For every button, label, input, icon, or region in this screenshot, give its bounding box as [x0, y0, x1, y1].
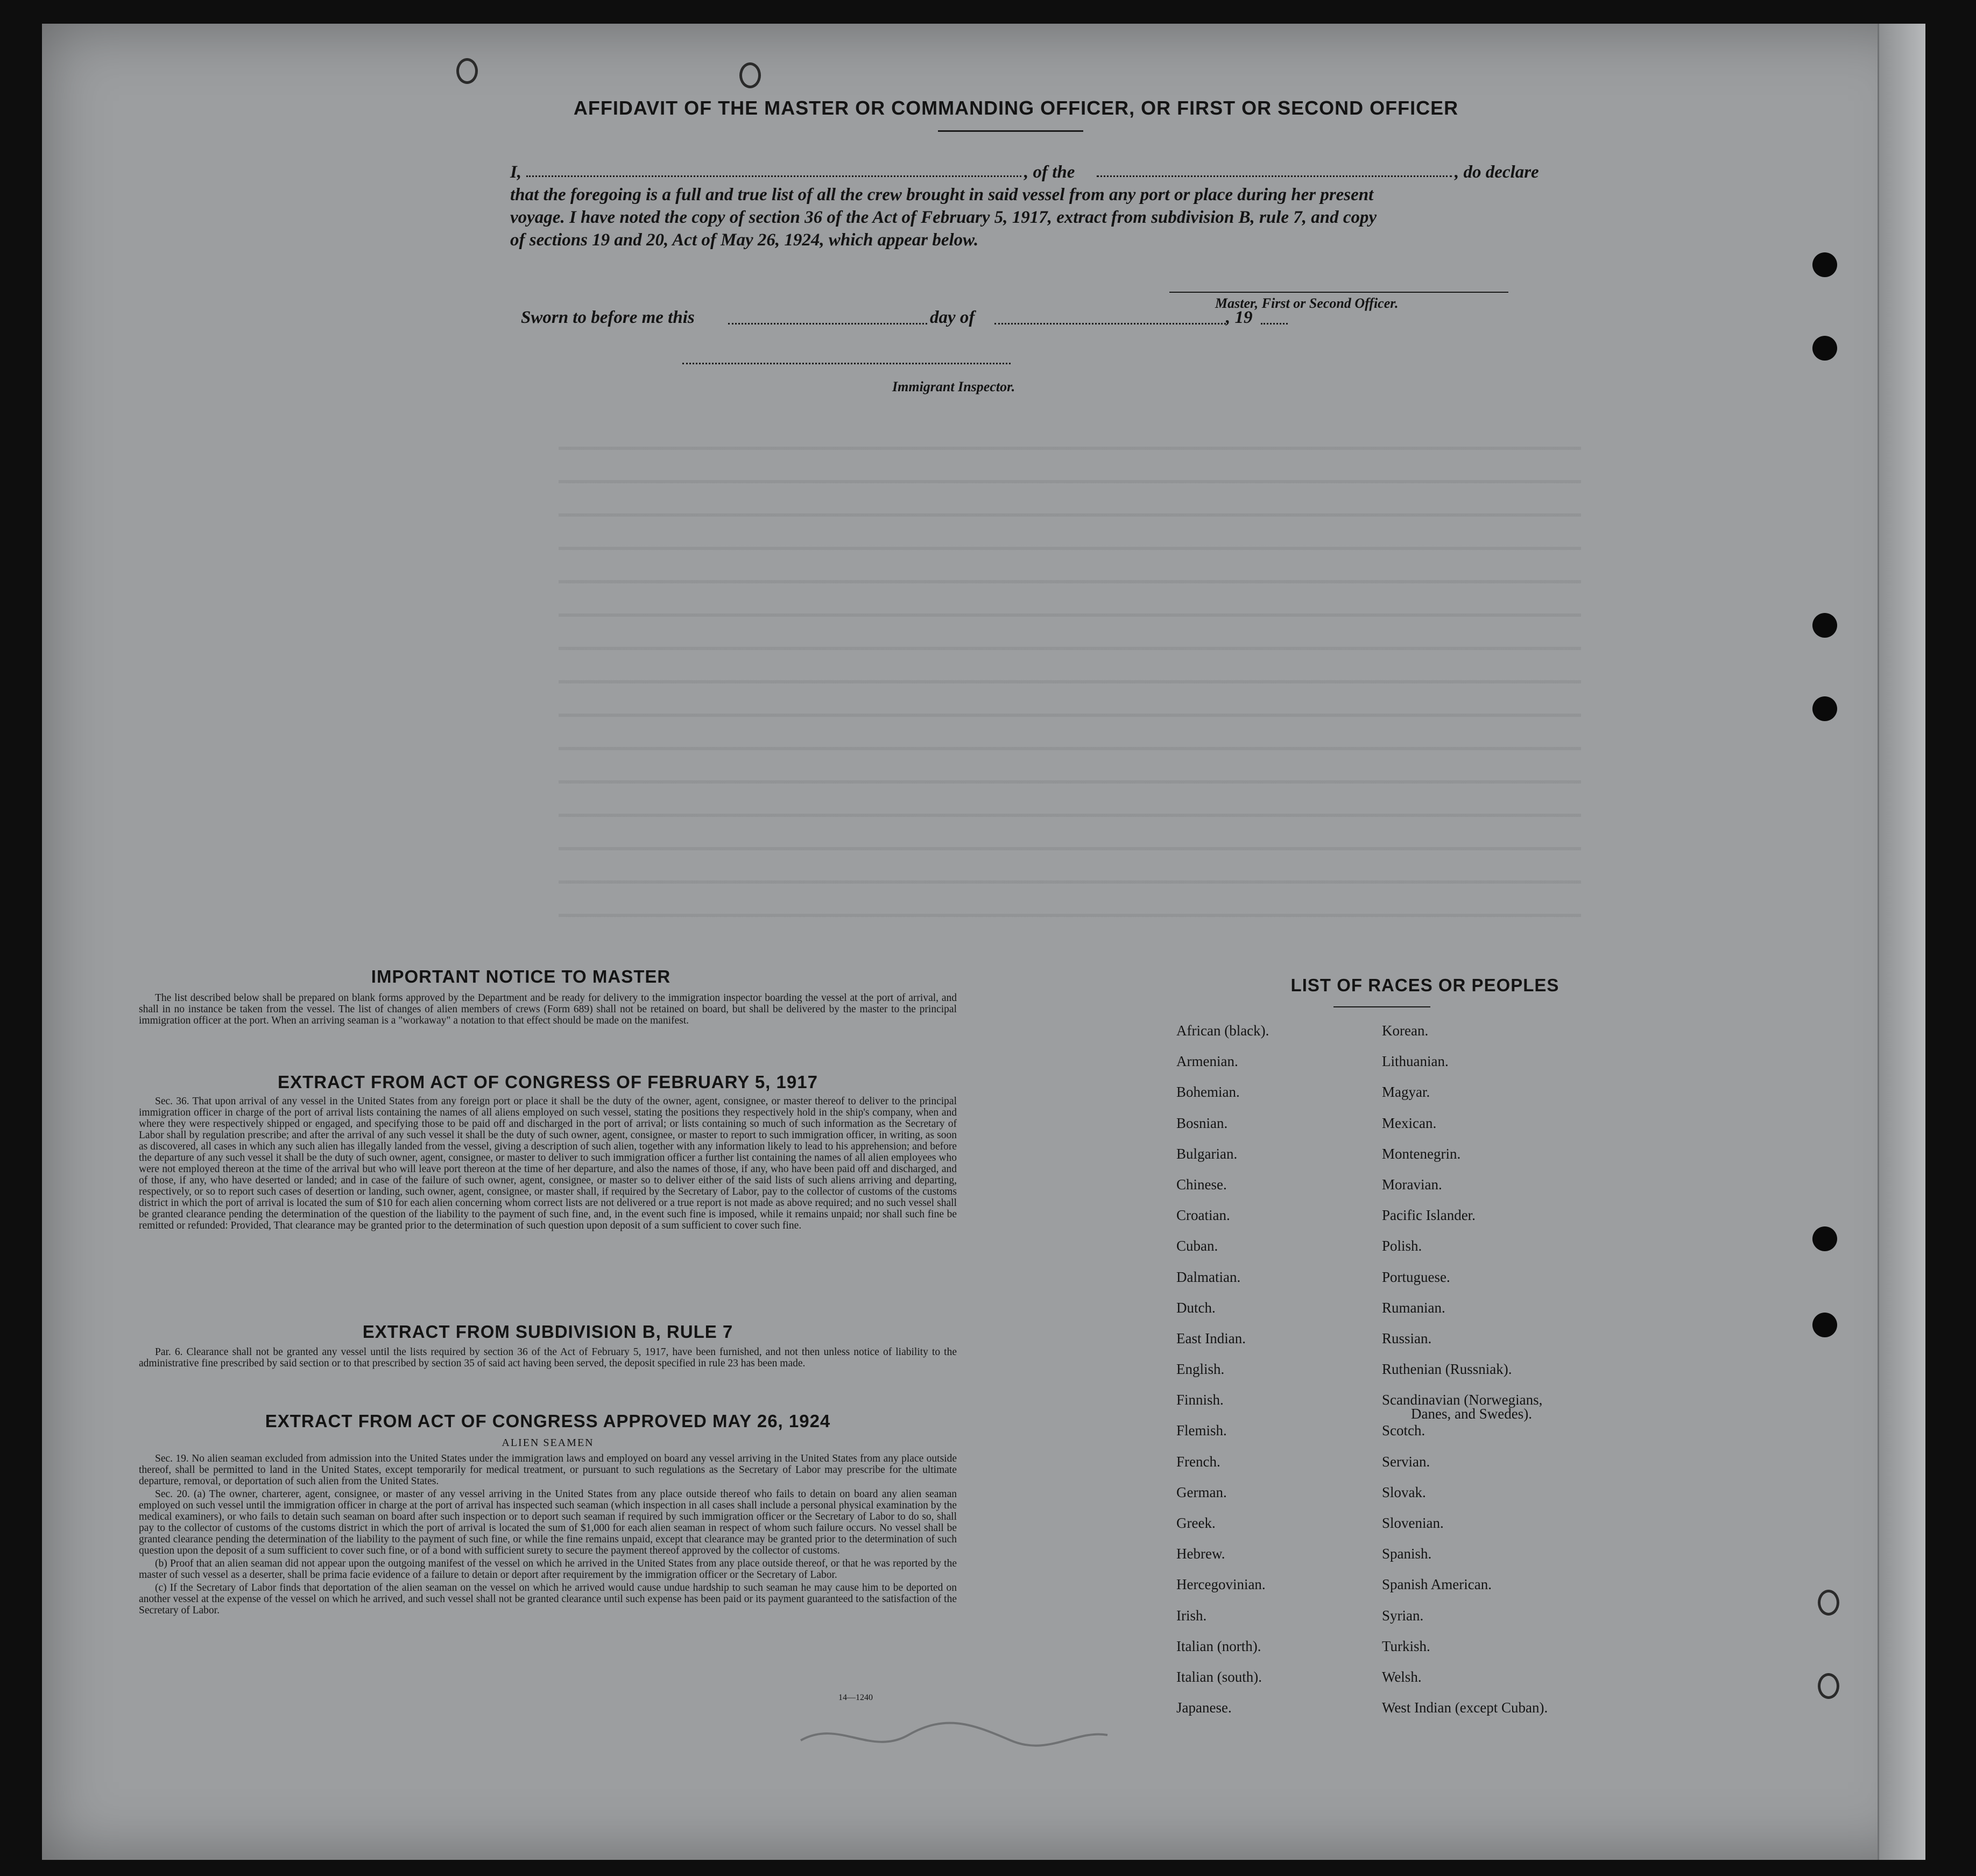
race-item: Bohemian.: [1176, 1084, 1240, 1101]
master-label: Master, First or Second Officer.: [1215, 295, 1399, 311]
sworn-year-blank: [1261, 323, 1288, 325]
sec-20b-text: (b) Proof that an alien seaman did not appear upon the outgoing manifest of the vessel on which he arrived in the United States from any place outside thereof, or that he was reported by the master of such vessel as a deserter, shall be prima facie evidence of a failure to detain or deport after requirement by the immigration officer or the Secretary of Labor.: [139, 1558, 957, 1581]
punch-hole: [1812, 1226, 1837, 1251]
race-item: African (black).: [1176, 1022, 1269, 1039]
affidavit-line-2: that the foregoing is a full and true list of all the crew brought in said vessel from any port or place during her present: [510, 185, 1374, 204]
race-item: Turkish.: [1382, 1638, 1430, 1654]
rule7-body: [139, 1346, 957, 1371]
punch-hole: [1812, 252, 1837, 277]
manifest-page: [42, 24, 1925, 1860]
race-item: English.: [1176, 1361, 1225, 1378]
race-item: Spanish American.: [1382, 1576, 1492, 1593]
race-item: German.: [1176, 1484, 1227, 1500]
race-item: French.: [1176, 1453, 1220, 1470]
race-item: West Indian (except Cuban).: [1382, 1699, 1548, 1716]
notice-body: [139, 992, 957, 1028]
races-left-column: [1176, 1022, 1269, 1730]
race-item: Spanish.: [1382, 1546, 1432, 1562]
race-item: East Indian.: [1176, 1330, 1246, 1346]
sworn-day-of: day of: [930, 308, 975, 327]
race-item: Servian.: [1382, 1453, 1430, 1470]
sworn-date-blank: [728, 323, 927, 325]
rule7-title: EXTRACT FROM SUBDIVISION B, RULE 7: [362, 1322, 733, 1342]
sworn-prefix: Sworn to before me this: [521, 308, 695, 327]
race-item: Rumanian.: [1382, 1299, 1445, 1316]
punch-hole: [1812, 613, 1837, 638]
race-item: Scotch.: [1382, 1422, 1425, 1439]
race-item: Moravian.: [1382, 1176, 1442, 1193]
races-title: LIST OF RACES OR PEOPLES: [1290, 975, 1559, 995]
races-right-column: [1382, 1022, 1548, 1730]
race-item: Chinese.: [1176, 1176, 1227, 1193]
race-item: Slovenian.: [1382, 1515, 1444, 1531]
extract-1917-body: [139, 1096, 957, 1233]
race-item: Portuguese.: [1382, 1268, 1450, 1285]
affidavit-line-3: voyage. I have noted the copy of section 36 of the Act of February 5, 1917, extract from subdivision B, rule 7, and copy: [510, 208, 1377, 227]
race-item: Hebrew.: [1176, 1546, 1225, 1562]
race-item: Croatian.: [1176, 1207, 1230, 1224]
inspector-label: Immigrant Inspector.: [892, 379, 1015, 394]
race-item: Dalmatian.: [1176, 1268, 1241, 1285]
vessel-blank: [1097, 175, 1452, 177]
race-item: Greek.: [1176, 1515, 1216, 1531]
punch-hole: [1812, 696, 1837, 721]
race-item: Finnish.: [1176, 1392, 1224, 1408]
inspector-signature-line: [682, 363, 1011, 364]
notice-text: The list described below shall be prepared on blank forms approved by the Department and be ready for delivery to the immigration inspector boarding the vessel at the port of arrival, and shall in no instance be taken from the vessel. The list of changes of alien members of crews (Form 689) shall not be retained on board, but shall be delivered by the master to the principal immigration officer at the port. When an arriving seaman is a "workaway" a notation to that effect should be made on the manifest.: [139, 992, 957, 1026]
punch-hole: [1818, 1590, 1839, 1616]
race-item: Irish.: [1176, 1607, 1207, 1624]
race-item: Montenegrin.: [1382, 1145, 1461, 1162]
race-item: Bosnian.: [1176, 1115, 1228, 1131]
page-edge: [1878, 24, 1925, 1860]
affidavit-i: I,: [510, 163, 522, 182]
sec-20a-text: Sec. 20. (a) The owner, charterer, agent, consignee, or master of any vessel arriving in the United States from any place outside thereof who fails to detain on board any alien seaman employed on such vessel until the immigration officer in charge at the port of arrival has inspected such seaman (which inspection in all cases shall include a personal physical examination by the medical examiners), or who fails to detain such seaman on board after such inspection or to deport such seaman if required by such immigration officer or the Secretary of Labor to do so, shall pay to the collector of customs of the customs district in which the port of arrival is located the sum of $1,000 for each alien seaman in respect of whom such failure occurs. No vessel shall be granted clearance pending the determination of the liability to the payment of such fine, or while the fine remains unpaid, except that clearance may be granted prior to the determination of such question upon the deposit of a sum sufficient to cover such fine, or of a bond with sufficient surety to secure the payment thereof approved by the collector of customs.: [139, 1489, 957, 1556]
affidavit-of-the: , of the: [1024, 163, 1075, 182]
race-item: Russian.: [1382, 1330, 1432, 1346]
master-signature-line: [1169, 292, 1508, 293]
race-item: Armenian.: [1176, 1053, 1238, 1070]
races-underline: [1333, 1006, 1430, 1007]
extract-1917-title: EXTRACT FROM ACT OF CONGRESS OF FEBRUARY 5, 1917: [278, 1072, 818, 1092]
race-item-scandinavian: [1382, 1392, 1548, 1422]
race-item: Syrian.: [1382, 1607, 1424, 1624]
race-item: Dutch.: [1176, 1299, 1216, 1316]
extract-1924-title: EXTRACT FROM ACT OF CONGRESS APPROVED MAY 26, 1924: [265, 1411, 831, 1431]
extract-1924-body: [139, 1453, 957, 1618]
race-item-continued: Danes, and Swedes).: [1411, 1406, 1532, 1422]
race-item: Japanese.: [1176, 1699, 1232, 1716]
sec-20c-text: (c) If the Secretary of Labor finds that deportation of the alien seaman on the vessel on which he arrived would cause undue hardship to such seaman he may cause him to be deported on another vessel at the expense of the vessel on which he arrived, and such vessel shall not be granted clearance until such expense has been paid or its payment guaranteed to the satisfaction of the Secretary of Labor.: [139, 1582, 957, 1616]
affidavit-title: AFFIDAVIT OF THE MASTER OR COMMANDING OFFICER, OR FIRST OR SECOND OFFICER: [573, 97, 1459, 119]
race-item: Mexican.: [1382, 1115, 1437, 1131]
form-number: 14—1240: [838, 1693, 873, 1702]
punch-hole: [1812, 1313, 1837, 1337]
sec-19-text: Sec. 19. No alien seaman excluded from admission into the United States under the immigration laws and employed on board any vessel arriving in the United States from any place outside thereof, shall be permitted to land in the United States, except temporarily for medical treatment, or pursuant to such regulations as the Secretary of Labor may prescribe for the ultimate departure, removal, or deportation of such alien from the United States.: [139, 1453, 957, 1487]
name-blank: [526, 175, 1021, 177]
race-item: Welsh.: [1382, 1668, 1422, 1685]
affidavit-do-declare: , do declare: [1455, 163, 1539, 182]
race-item: Bulgarian.: [1176, 1145, 1238, 1162]
sec-36-text: Sec. 36. That upon arrival of any vessel in the United States from any foreign port or place it shall be the duty of the owner, agent, consignee, or master thereof to deliver to the principal immigration officer in charge of the port of arrival lists containing the names of all aliens employed on such vessel, stating the positions they respectively hold in the ship's company, when and where they were respectively shipped or engaged, and specifying those to be paid off and discharged in the port of arrival; or lists containing so much of such information as the Secretary of Labor shall by regulation prescribe; and after the arrival of any such vessel it shall be the duty of such owner, agent, consignee, or master to report to such immigration officer, in writing, as soon as discovered, all cases in which any such alien has illegally landed from the vessel, giving a description of such alien, together with any information likely to lead to his apprehension; and before the departure of any such vessel it shall be the duty of such owner, agent, consignee, or master to deliver to such immigration officer a further list containing the names of all alien employees who were not employed thereon at the time of the arrival but who will leave port thereon at the time of her departure, and also the names of those, if any, who have been paid off and discharged, and of those, if any, who have deserted or landed; and in case of the failure of such owner, agent, consignee, or master so to deliver either of the said lists of such aliens arriving and departing, respectively, or so to report such cases of desertion or landing, such owner, agent, consignee, or master shall, if required by the Secretary of Labor, pay to the collector of customs of the customs district in which the port of arrival is located the sum of $10 for each alien concerning whom correct lists are not delivered or a true report is not made as above required; and no such vessel shall be granted clearance pending the determination of the question of the liability to the payment of such fine, and, in the event such fine is imposed, while it remains unpaid; nor shall such fine be remitted or refunded: Provided, That clearance may be granted prior to the determination of such question upon deposit of a sum sufficient to cover such fine.: [139, 1096, 957, 1231]
faint-signature: [795, 1703, 1118, 1767]
race-item: Hercegovinian.: [1176, 1576, 1266, 1593]
race-item: Cuban.: [1176, 1238, 1218, 1254]
race-item: Flemish.: [1176, 1422, 1227, 1439]
bleed-through-rows: [559, 417, 1581, 933]
race-item: Korean.: [1382, 1022, 1429, 1039]
sworn-month-blank: [994, 323, 1226, 325]
race-item: Lithuanian.: [1382, 1053, 1449, 1070]
race-item: Ruthenian (Russniak).: [1382, 1361, 1512, 1378]
punch-hole: [739, 62, 761, 88]
title-underline: [938, 130, 1083, 132]
race-item: Italian (south).: [1176, 1668, 1262, 1685]
punch-hole: [1812, 336, 1837, 361]
race-item: Pacific Islander.: [1382, 1207, 1476, 1224]
alien-seamen-subtitle: ALIEN SEAMEN: [502, 1437, 594, 1449]
punch-hole: [456, 58, 478, 84]
race-item: Italian (north).: [1176, 1638, 1261, 1654]
affidavit-line-4: of sections 19 and 20, Act of May 26, 1924, which appear below.: [510, 230, 979, 250]
race-item: Slovak.: [1382, 1484, 1426, 1500]
sworn-year: , 19: [1226, 308, 1253, 327]
punch-hole: [1818, 1673, 1839, 1699]
par-6-text: Par. 6. Clearance shall not be granted any vessel until the lists required by section 36 of the Act of February 5, 1917, have been furnished, and not then unless notice of liability to the administrative fine prescribed by said section or to that prescribed by section 35 of said act having been served, the deposit specified in rule 23 has been made.: [139, 1346, 957, 1369]
race-item: Polish.: [1382, 1238, 1422, 1254]
race-item: Magyar.: [1382, 1084, 1430, 1101]
notice-title: IMPORTANT NOTICE TO MASTER: [371, 967, 671, 986]
race-item: Scandinavian (Norwegians,: [1382, 1392, 1543, 1408]
